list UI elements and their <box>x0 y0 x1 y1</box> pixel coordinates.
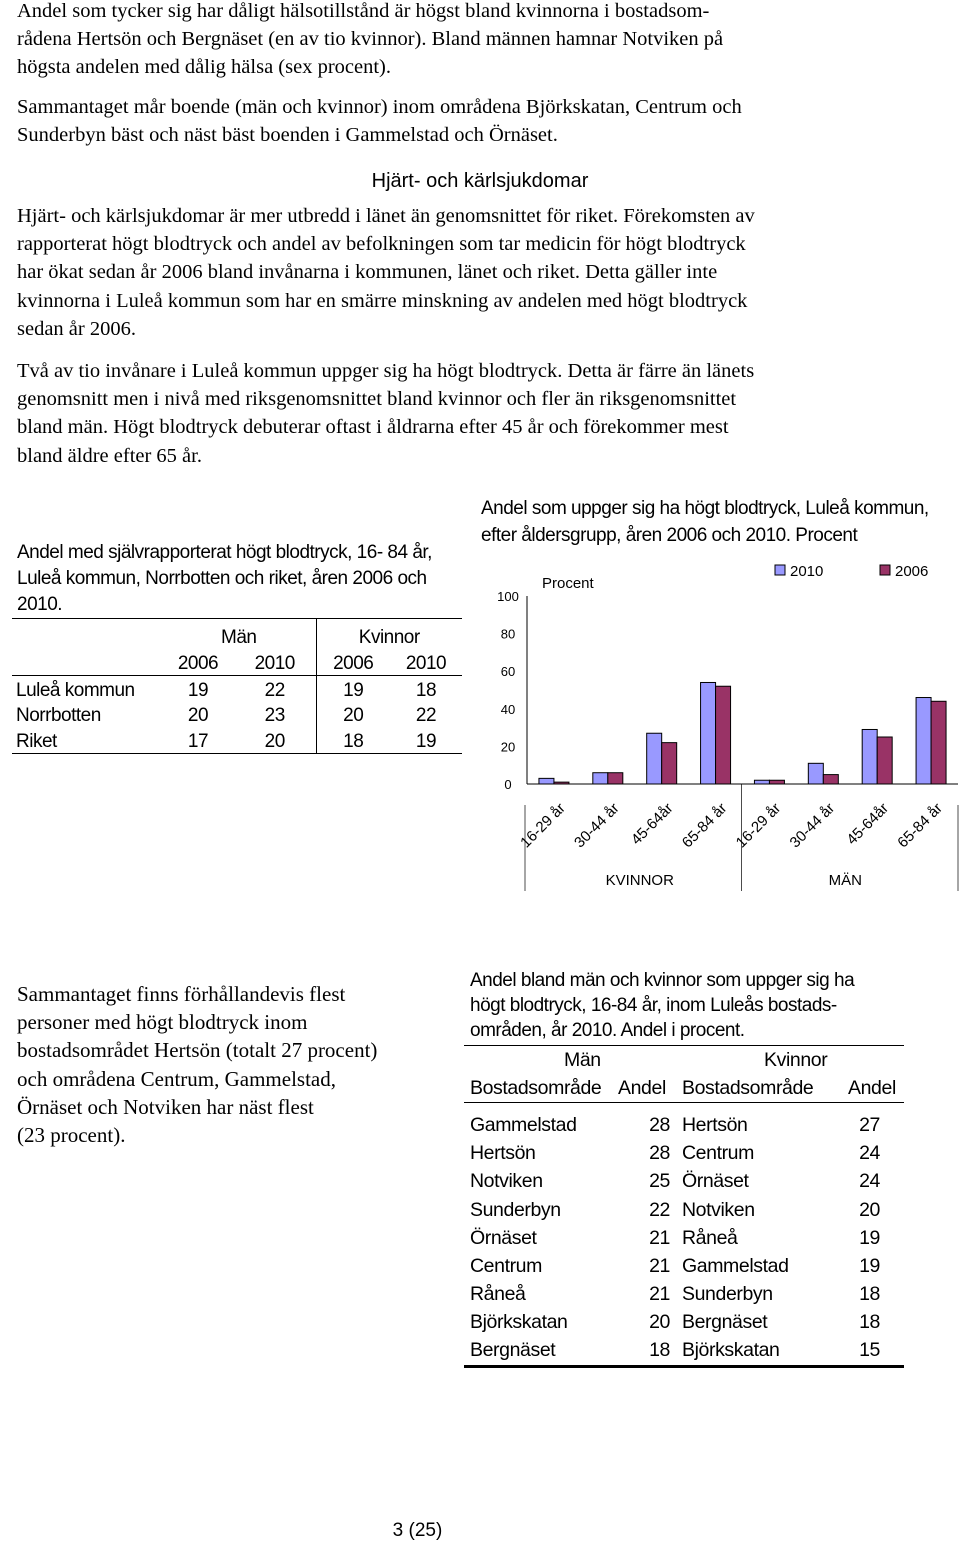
area-cell: Bergnäset <box>682 1311 768 1334</box>
bar-2010 <box>808 763 823 784</box>
chart-title-line: efter åldersgrupp, åren 2006 och 2010. Procent <box>481 525 858 546</box>
table-row <box>464 1281 904 1309</box>
column-header-area: Bostadsområde <box>470 1076 602 1099</box>
area-cell: Björkskatan <box>470 1311 568 1334</box>
cell-value: 17 <box>187 730 209 752</box>
area-cell: Gammelstad <box>470 1113 577 1136</box>
cell-value: 22 <box>234 676 316 702</box>
text-line: rapporterat högt blodtryck och andel av befolkningen som tar medicin för högt blodtryck <box>17 233 746 256</box>
area-cell: Sunderbyn <box>682 1283 773 1306</box>
share-cell: 25 <box>649 1170 670 1193</box>
y-tick-label: 100 <box>497 589 519 604</box>
text-line: genomsnitt men i nivå med riksgenomsnittet bland kvinnor och fler än riksgenomsnittet <box>17 388 737 411</box>
column-header-area: Bostadsområde <box>682 1076 814 1099</box>
group-header-men: Män <box>564 1048 601 1071</box>
table-row <box>464 1140 904 1168</box>
caption-line: högt blodtryck, 16-84 år, inom Luleås bostads- <box>470 995 837 1016</box>
share-cell: 19 <box>859 1254 880 1277</box>
paragraph-blood-pressure <box>17 357 917 470</box>
caption-line: områden, år 2010. Andel i procent. <box>470 1020 745 1041</box>
chart-title-line: Andel som uppger sig ha högt blodtryck, Luleå kommun, <box>481 498 929 519</box>
area-cell: Örnäset <box>682 1170 749 1193</box>
table2-caption <box>470 968 890 1043</box>
area-cell: Hertsön <box>682 1113 748 1136</box>
table-row <box>464 1168 904 1196</box>
share-cell: 28 <box>649 1142 670 1165</box>
share-cell: 20 <box>649 1311 670 1334</box>
section-heading: Hjärt- och kärlsjukdomar <box>371 170 589 192</box>
text-line: Sammantaget finns förhållandevis flest <box>17 982 346 1006</box>
table1-caption <box>17 540 457 618</box>
cell-value: 20 <box>187 705 209 726</box>
table-row <box>464 1196 904 1224</box>
cell-value: 18 <box>415 679 437 701</box>
group-header-women: Kvinnor <box>358 627 420 648</box>
area-cell: Gammelstad <box>682 1254 789 1277</box>
bar-2006 <box>877 737 892 784</box>
area-cell: Notviken <box>470 1170 543 1193</box>
text-line: Två av tio invånare i Luleå kommun uppger sig ha högt blodtryck. Detta är färre än länets <box>17 360 755 382</box>
text-line: bland äldre efter 65 år. <box>17 444 202 467</box>
legend-label: 2006 <box>895 563 929 580</box>
text-line: bostadsområdet Hertsön (totalt 27 procent) <box>17 1038 378 1063</box>
chart-title <box>481 495 951 549</box>
paragraph-cardiovascular <box>17 202 917 343</box>
cell-value: 20 <box>234 727 316 753</box>
y-axis-label: Procent <box>542 575 594 592</box>
share-cell: 20 <box>859 1198 880 1221</box>
share-cell: 18 <box>649 1339 670 1362</box>
bar-2010 <box>916 698 931 784</box>
year-header: 2010 <box>405 653 447 674</box>
legend-swatch <box>775 565 785 575</box>
area-cell: Råneå <box>682 1226 738 1249</box>
area-cell: Centrum <box>682 1142 754 1165</box>
share-cell: 27 <box>859 1113 880 1136</box>
caption-line: Andel bland män och kvinnor som uppger sig ha <box>470 970 855 991</box>
x-tick-label: 30-44 år <box>786 799 839 852</box>
row-label: Luleå kommun <box>16 679 135 701</box>
share-cell: 24 <box>859 1170 880 1193</box>
caption-line: 2010. <box>17 594 63 615</box>
area-cell: Hertsön <box>470 1142 536 1165</box>
x-tick-label: 45-64år <box>627 799 677 849</box>
x-tick-label: 16-29 år <box>732 799 785 852</box>
cell-value: 23 <box>234 702 316 728</box>
share-cell: 21 <box>649 1226 670 1249</box>
cell-value: 22 <box>415 705 437 726</box>
bar-2006 <box>662 743 677 784</box>
cell-value: 19 <box>187 679 209 701</box>
column-header-share: Andel <box>618 1076 666 1099</box>
table-row <box>12 676 462 702</box>
text-line: Sammantaget mår boende (män och kvinnor) inom områdena Björkskatan, Centrum och <box>17 96 742 118</box>
x-group-label: MÄN <box>828 872 862 889</box>
y-tick-label: 60 <box>500 664 516 680</box>
text-line: bland män. Högt blodtryck debuterar oftast i åldrarna efter 45 år och förekommer mest <box>17 416 729 439</box>
paragraph-health-status <box>17 0 917 82</box>
text-line: och områdena Centrum, Gammelstad, <box>17 1066 336 1091</box>
text-line: personer med högt blodtryck inom <box>17 1010 308 1035</box>
table-row <box>464 1252 904 1280</box>
text-line: Sunderbyn bäst och näst bäst boenden i Gammelstad och Örnäset. <box>17 124 558 147</box>
share-cell: 21 <box>649 1254 670 1277</box>
y-tick-label: 40 <box>500 701 516 717</box>
cell-value: 19 <box>415 730 437 752</box>
x-tick-label: 65-84 år <box>678 799 731 852</box>
table-row <box>464 1337 904 1367</box>
row-label: Riket <box>16 730 57 752</box>
x-tick-label: 45-64år <box>843 799 893 849</box>
x-tick-label: 30-44 år <box>571 799 623 852</box>
bar-chart-blood-pressure-age <box>470 555 960 895</box>
paragraph-summary <box>17 980 447 1149</box>
table-row <box>464 1309 904 1337</box>
area-cell: Notviken <box>682 1198 755 1221</box>
legend-swatch <box>880 565 890 575</box>
bar-2010 <box>754 780 769 784</box>
share-cell: 15 <box>859 1339 880 1362</box>
bar-2010 <box>647 733 662 784</box>
bar-2010 <box>862 729 877 784</box>
share-cell: 19 <box>859 1226 880 1249</box>
bar-2006 <box>931 701 946 784</box>
area-cell: Sunderbyn <box>470 1198 561 1221</box>
area-cell: Centrum <box>470 1254 542 1277</box>
share-cell: 18 <box>859 1311 880 1334</box>
text-line: högsta andelen med dålig hälsa (sex procent). <box>17 56 391 79</box>
legend-label: 2010 <box>790 563 824 580</box>
y-tick-label: 20 <box>500 739 516 755</box>
cell-value: 20 <box>343 705 364 726</box>
area-cell: Örnäset <box>470 1226 537 1249</box>
text-line: sedan år 2006. <box>17 317 136 340</box>
group-header-men: Män <box>162 619 316 650</box>
bar-2006 <box>716 686 731 784</box>
cell-value: 18 <box>343 730 364 752</box>
share-cell: 22 <box>649 1198 670 1221</box>
text-line: har ökat sedan år 2006 bland invånarna i kommunen, länet och riket. Detta gäller inte <box>17 261 718 284</box>
bar-2006 <box>769 780 784 784</box>
table-blood-pressure-areas <box>464 1045 904 1368</box>
table-row <box>12 727 462 753</box>
table-row <box>12 702 462 728</box>
bar-2006 <box>608 773 623 784</box>
table-row <box>464 1224 904 1252</box>
area-cell: Bergnäset <box>470 1339 556 1362</box>
text-line: (23 procent). <box>17 1123 126 1148</box>
row-label: Norrbotten <box>16 705 101 726</box>
table-blood-pressure-region <box>12 618 462 754</box>
share-cell: 21 <box>649 1283 670 1306</box>
text-line: rådena Hertsön och Bergnäset (en av tio kvinnor). Bland männen hamnar Notviken på <box>17 28 724 51</box>
bar-2010 <box>539 778 554 784</box>
y-tick-label: 0 <box>504 777 512 792</box>
x-group-label: KVINNOR <box>605 872 674 889</box>
year-header: 2010 <box>234 649 316 676</box>
caption-line: Andel med självrapporterat högt blodtryck, 16- 84 år, <box>17 542 432 563</box>
group-header-women: Kvinnor <box>764 1048 828 1071</box>
bar-2010 <box>701 682 716 784</box>
bar-2006 <box>823 775 838 784</box>
paragraph-overall-wellbeing <box>17 93 917 149</box>
table-row <box>464 1111 904 1139</box>
text-line: kvinnorna i Luleå kommun som har en smärre minskning av andelen med högt blodtryck <box>17 289 748 312</box>
page-number: 3 (25) <box>392 1520 443 1541</box>
area-cell: Björkskatan <box>682 1339 780 1362</box>
column-header-share: Andel <box>848 1076 896 1099</box>
text-line: Örnäset och Notviken har näst flest <box>17 1094 314 1119</box>
bar-2010 <box>593 773 608 784</box>
x-tick-label: 16-29 år <box>517 799 569 852</box>
text-line: Hjärt- och kärlsjukdomar är mer utbredd i länet än genomsnittet för riket. Förekomsten av <box>17 205 755 227</box>
caption-line: Luleå kommun, Norrbotten och riket, åren 2006 och <box>17 568 427 589</box>
share-cell: 28 <box>649 1113 670 1136</box>
year-header: 2006 <box>177 653 219 674</box>
year-header: 2006 <box>333 653 374 674</box>
x-tick-label: 65-84 år <box>894 799 946 852</box>
bar-2006 <box>554 782 569 784</box>
share-cell: 18 <box>859 1283 880 1306</box>
share-cell: 24 <box>859 1142 880 1165</box>
cell-value: 19 <box>343 679 364 701</box>
area-cell: Råneå <box>470 1283 526 1306</box>
y-tick-label: 80 <box>500 626 516 642</box>
text-line: Andel som tycker sig har dåligt hälsotillstånd är högst bland kvinnorna i bostadsom- <box>17 0 710 22</box>
